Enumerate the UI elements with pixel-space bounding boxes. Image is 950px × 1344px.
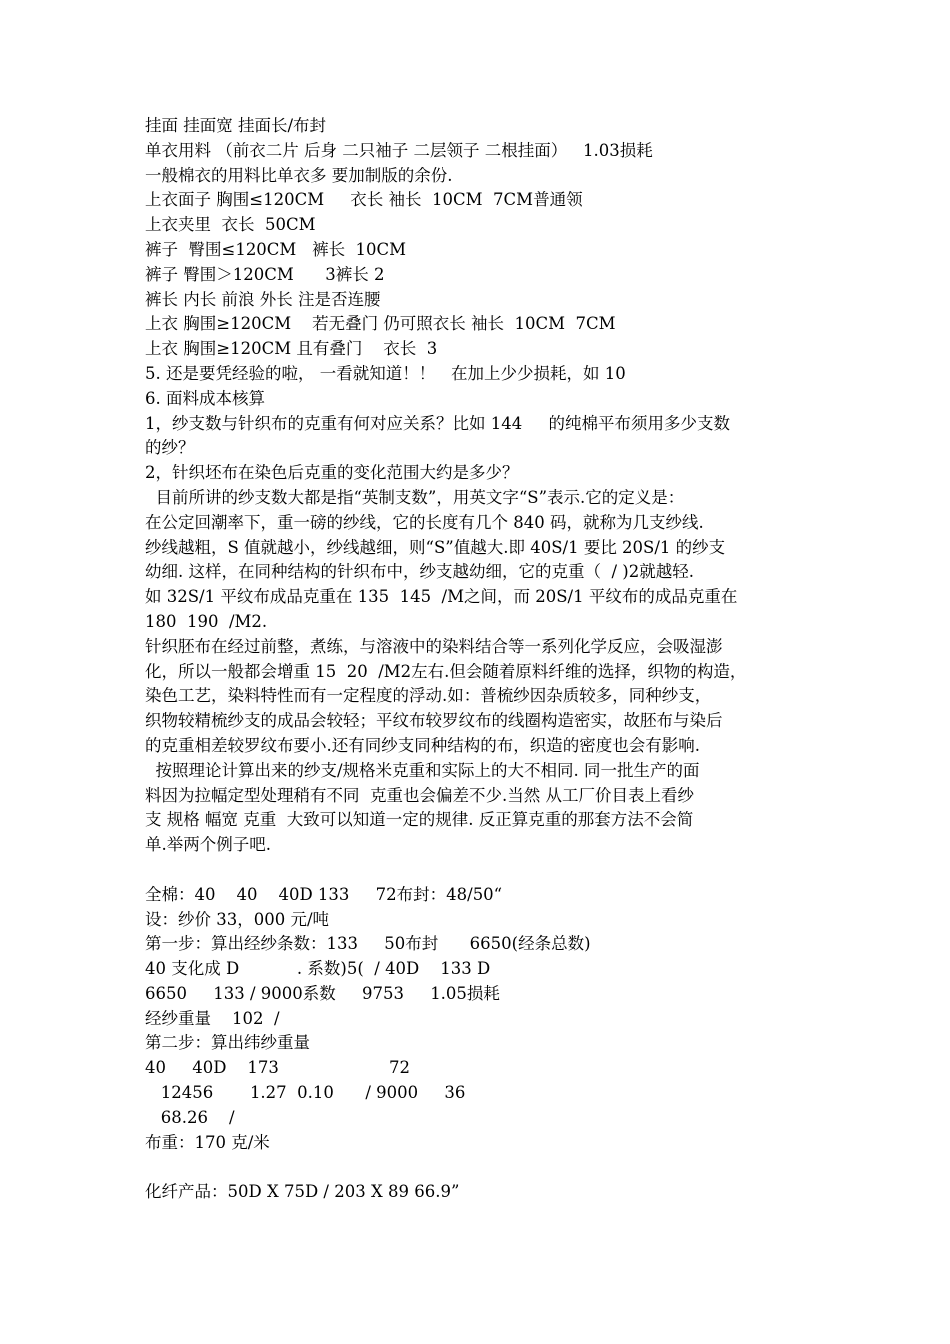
text-line: 的克重相差较罗纹布要小.还有同纱支同种结构的布，织造的密度也会有影响. [145,735,700,755]
text-line: 纱线越粗，S 值就越小，纱线越细，则“S”值越大.即 40S/1 要比 20S/1 的纱支 [145,537,726,557]
text-line: 6650 133 / 9000系数 9753 1.05损耗 [145,983,500,1003]
text-line: 上衣夹里 衣长 50CM [145,215,316,235]
text-line: 经纱重量 102 / [145,1008,280,1028]
text-line: 布重：170 克/米 [145,1132,270,1152]
text-line: 料因为拉幅定型处理稍有不同 克重也会偏差不少.当然 从工厂价目表上看纱 [145,785,694,805]
text-line: 上衣 胸围≥120CM 若无叠门 仍可照衣长 袖长 10CM 7CM [145,314,616,334]
text-line: 染色工艺，染料特性而有一定程度的浮动.如：普梳纱因杂质较多，同种纱支， [145,686,712,706]
text-line: 目前所讲的纱支数大都是指“英制支数”，用英文字“S”表示.它的定义是： [145,487,685,507]
text-line: 挂面 挂面宽 挂面长/布封 [145,116,327,135]
text-line: 按照理论计算出来的纱支/规格米克重和实际上的大不相同. 同一批生产的面 [145,760,700,780]
text-line: 支 规格 幅宽 克重 大致可以知道一定的规律. 反正算克重的那套方法不会简 [145,810,694,830]
text-line: 第一步：算出经纱条数：133 50布封 6650(经条总数) [145,934,591,954]
text-line: 68.26 / [145,1107,235,1127]
text-line: 在公定回潮率下，重一磅的纱线，它的长度有几个 840 码，就称为几支纱线. [145,512,704,532]
text-line: 2，针织坯布在染色后克重的变化范围大约是多少？ [145,463,519,483]
text-line: 针织胚布在经过前整，煮练，与溶液中的染料结合等一系列化学反应，会吸湿澎 [145,636,723,656]
text-line: 裤子 臀围≤120CM 裤长 10CM [145,239,407,259]
text-line: 1，纱支数与针织布的克重有何对应关系？比如 144 的纯棉平布须用多少支数 [145,413,730,433]
text-line: 一般棉衣的用料比单衣多 要加制版的余份. [145,165,453,185]
text-line: 第二步：算出纬纱重量 [145,1033,310,1053]
text-line: 单衣用料 （前衣二片 后身 二只袖子 二层领子 二根挂面） 1.03损耗 [145,140,653,160]
text-line: 5. 还是要凭经验的啦， 一看就知道！！ 在加上少少损耗，如 10 [145,363,626,383]
document-body [145,114,815,1205]
text-line: 如 32S/1 平纹布成品克重在 135 145 /M之间，而 20S/1 平纹布的成品克重在 [145,587,738,607]
text-line: 12456 1.27 0.10 / 9000 36 [145,1083,466,1103]
blank-line [145,858,815,883]
text-line: 设：纱价 33，000 元/吨 [145,909,330,929]
text-line: 织物较精梳纱支的成品会较轻；平纹布较罗纹布的线圈构造密实，故胚布与染后 [145,711,723,731]
text-line: 上衣面子 胸围≤120CM 衣长 袖长 10CM 7CM普通领 [145,190,583,210]
text-line: 化纤产品：50D X 75D / 203 X 89 66.9” [145,1182,460,1202]
blank-line [145,1155,815,1180]
text-line: 幼细. 这样，在同种结构的针织布中，纱支越幼细，它的克重（ / )2就越轻. [145,562,694,582]
text-line: 上衣 胸围≥120CM 且有叠门 衣长 3 [145,339,438,359]
text-line: 的纱？ [145,438,195,458]
text-line: 单.举两个例子吧. [145,835,271,855]
section-heading: 6. 面料成本核算 [145,388,265,408]
text-line: 40 支化成 D . 系数)5( / 40D 133 D [145,959,491,979]
text-line: 180 190 /M2. [145,611,268,631]
text-line: 裤子 臀围＞120CM 3裤长 2 [145,264,385,284]
text-line: 裤长 内长 前浪 外长 注是否连腰 [145,289,381,309]
text-line: 化，所以一般都会增重 15 20 /M2左右.但会随着原料纤维的选择，织物的构造， [145,661,747,681]
text-line: 全棉：40 40 40D 133 72布封：48/50“ [145,884,503,904]
text-line: 40 40D 173 72 [145,1058,411,1078]
